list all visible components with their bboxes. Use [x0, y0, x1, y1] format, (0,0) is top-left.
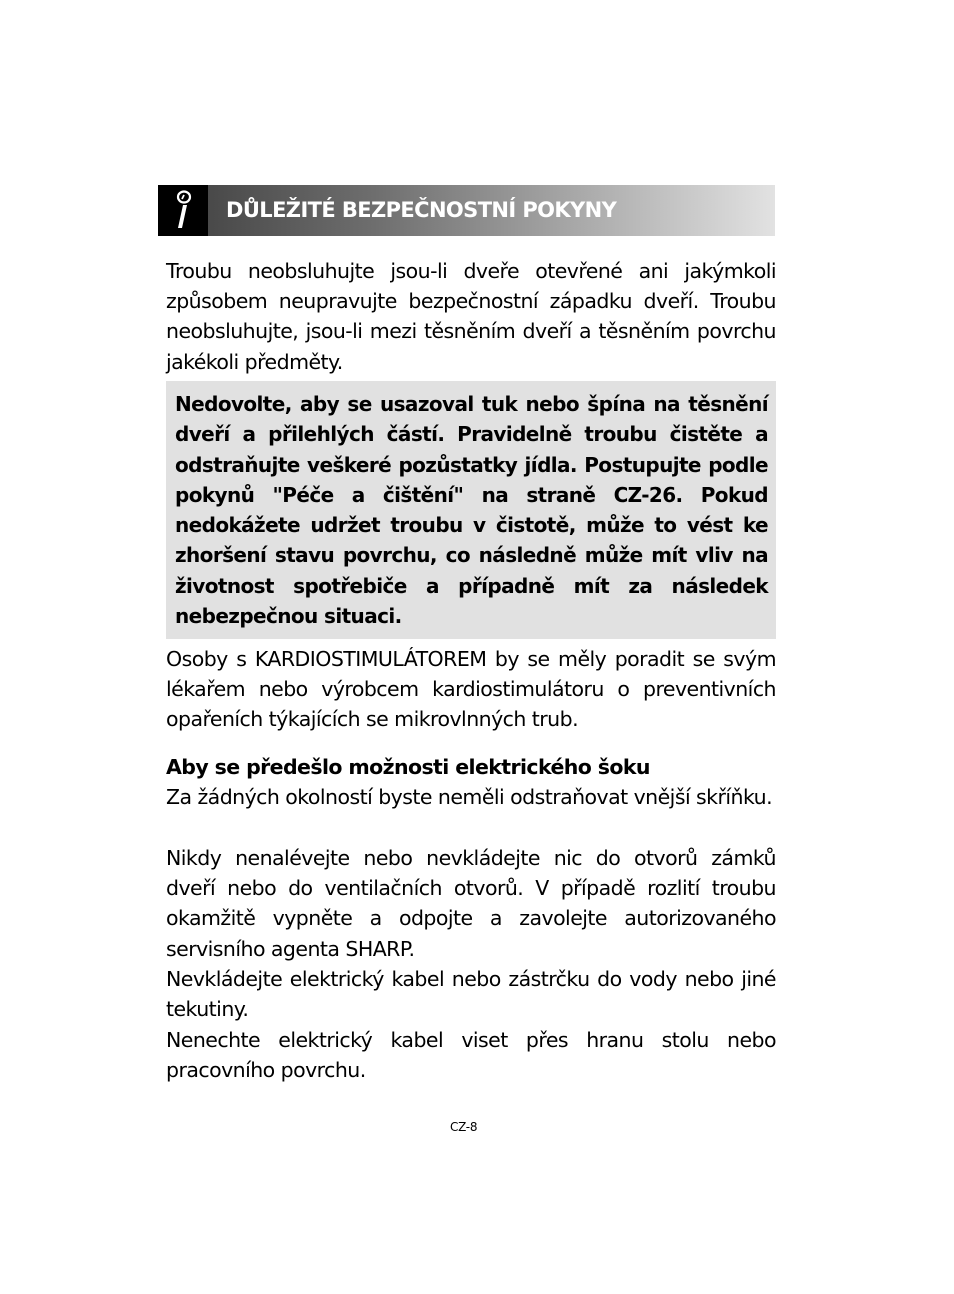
- section-header-bar: [158, 185, 775, 236]
- header-icon-box: [158, 185, 208, 236]
- warning-box: [166, 381, 776, 639]
- cabinet-paragraph: Za žádných okolností byste neměli odstraňovat vnější skříňku.: [166, 785, 773, 809]
- pacemaker-paragraph: Osoby s KARDIOSTIMULÁTOREM by se měly poradit se svým lékařem nebo výrobcem kardiostimulátoru o preventivních opařeních týkajících se mikrovlnných trub.: [166, 647, 776, 732]
- cable-water-paragraph: Nevkládejte elektrický kabel nebo zástrčku do vody nebo jiné tekutiny.: [166, 967, 776, 1022]
- section-title: DŮLEŽITÉ BEZPEČNOSTNÍ POKYNY: [226, 198, 617, 222]
- electric-shock-subheading: Aby se předešlo možnosti elektrického šoku: [166, 755, 650, 779]
- cable-edge-paragraph: Nenechte elektrický kabel viset přes hranu stolu nebo pracovního povrchu.: [166, 1028, 776, 1083]
- page-number: CZ-8: [450, 1120, 478, 1134]
- warning-text: Nedovolte, aby se usazoval tuk nebo špína na těsnění dveří a přilehlých částí. Pravidelně troubu čistěte a odstraňujte veškeré pozůstatky jídla. Postupujte podle pokynů "Péče a čištění" na straně CZ-26. Pokud nedokážete udržet troubu v čistotě, může to vést ke zhoršení stavu povrchu, co následně může mít vliv na životnost spotřebiče a případně mít za následek nebezpečnou situaci.: [175, 392, 768, 629]
- door-warning-paragraph: Troubu neobsluhujte jsou-li dveře otevřené ani jakýmkoli způsobem neupravujte bezpečnostní západku dveří. Troubu neobsluhujte, jsou-li mezi těsněním dveří a těsněním povrchu jakékoli předměty.: [166, 259, 776, 374]
- info-i-icon: [168, 190, 198, 232]
- openings-paragraph: Nikdy nenalévejte nebo nevkládejte nic do otvorů zámků dveří nebo do ventilačních otvorů. V případě rozlití troubu okamžitě vypněte a odpojte a zavolejte autorizovaného servisního agenta SHARP.: [166, 846, 776, 961]
